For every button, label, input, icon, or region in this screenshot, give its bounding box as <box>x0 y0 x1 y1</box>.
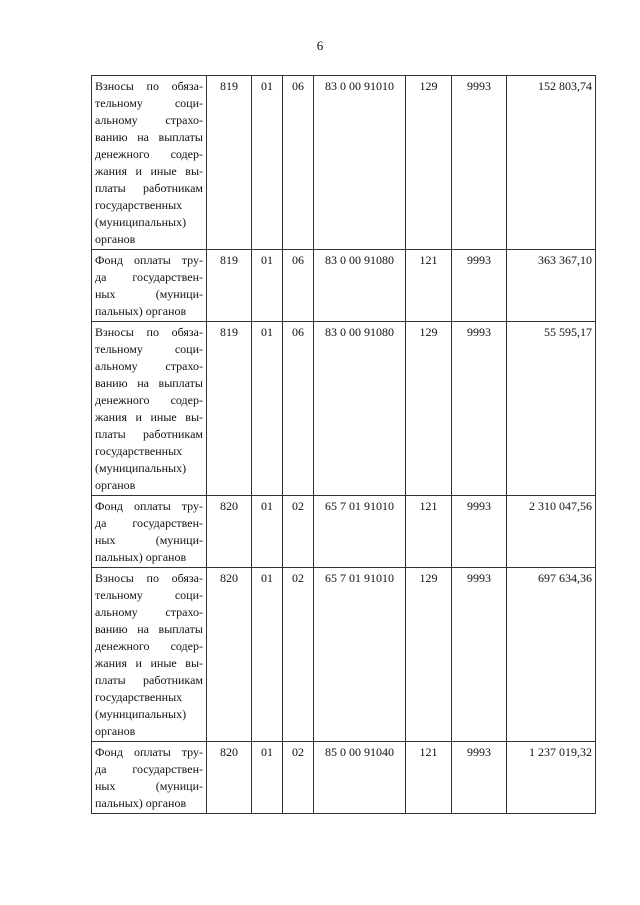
expense-name-line: (муниципальных) <box>95 707 187 721</box>
expense-name-line: жания и иные вы- <box>95 410 203 424</box>
expense-name-line: платы работникам <box>95 427 203 441</box>
expense-name-cell <box>92 322 207 496</box>
expense-name-line: государственных <box>95 444 183 458</box>
section-code-cell: 01 <box>252 76 283 250</box>
expense-name-line: денежного содер- <box>95 639 203 653</box>
expense-name-line: (муниципальных) <box>95 461 187 475</box>
expense-name-line: Взносы по обяза- <box>95 571 203 585</box>
expense-name-line: да государствен- <box>95 762 203 776</box>
expense-name-line: ванию на выплаты <box>95 376 203 390</box>
section-code-cell: 01 <box>252 250 283 322</box>
subsection-code-cell: 06 <box>283 250 314 322</box>
subsection-code-cell: 02 <box>283 496 314 568</box>
expense-name-cell <box>92 568 207 742</box>
expense-name-line: (муниципальных) <box>95 215 187 229</box>
expense-name-line: альному страхо- <box>95 605 203 619</box>
expense-name-line: альному страхо- <box>95 359 203 373</box>
ministry-code-cell: 820 <box>207 496 252 568</box>
expense-type-cell: 121 <box>406 742 452 814</box>
expense-name-line: государственных <box>95 198 183 212</box>
expense-type-cell: 129 <box>406 76 452 250</box>
amount-cell: 2 310 047,56 <box>507 496 596 568</box>
section-code-cell: 01 <box>252 496 283 568</box>
amount-cell: 152 803,74 <box>507 76 596 250</box>
amount-cell: 697 634,36 <box>507 568 596 742</box>
purpose-code-cell: 9993 <box>452 76 507 250</box>
expense-name-line: ванию на выплаты <box>95 622 203 636</box>
amount-cell: 363 367,10 <box>507 250 596 322</box>
target-article-cell: 65 7 01 91010 <box>314 568 406 742</box>
expense-name-line: да государствен- <box>95 516 203 530</box>
table-row <box>92 496 596 568</box>
expense-name-line: тельному соци- <box>95 342 203 356</box>
expense-name-line: ных (муници- <box>95 287 203 301</box>
ministry-code-cell: 819 <box>207 322 252 496</box>
section-code-cell: 01 <box>252 742 283 814</box>
expense-name-line: Взносы по обяза- <box>95 79 203 93</box>
amount-cell: 55 595,17 <box>507 322 596 496</box>
expense-name-line: тельному соци- <box>95 96 203 110</box>
expense-name-line: жания и иные вы- <box>95 164 203 178</box>
target-article-cell: 85 0 00 91040 <box>314 742 406 814</box>
expense-type-cell: 121 <box>406 250 452 322</box>
ministry-code-cell: 819 <box>207 76 252 250</box>
expense-name-cell <box>92 496 207 568</box>
expense-name-line: ных (муници- <box>95 533 203 547</box>
ministry-code-cell: 820 <box>207 742 252 814</box>
expense-name-line: органов <box>95 724 136 738</box>
expense-name-line: органов <box>95 478 136 492</box>
target-article-cell: 65 7 01 91010 <box>314 496 406 568</box>
expense-name-line: Фонд оплаты тру- <box>95 499 203 513</box>
target-article-cell: 83 0 00 91080 <box>314 322 406 496</box>
expense-type-cell: 129 <box>406 568 452 742</box>
section-code-cell: 01 <box>252 568 283 742</box>
table-row <box>92 250 596 322</box>
expense-name-line: пальных) органов <box>95 796 187 810</box>
table-row <box>92 322 596 496</box>
expense-type-cell: 129 <box>406 322 452 496</box>
purpose-code-cell: 9993 <box>452 742 507 814</box>
expense-name-line: денежного содер- <box>95 393 203 407</box>
section-code-cell: 01 <box>252 322 283 496</box>
expense-name-line: тельному соци- <box>95 588 203 602</box>
budget-table <box>91 75 596 814</box>
subsection-code-cell: 06 <box>283 322 314 496</box>
table-row <box>92 742 596 814</box>
amount-cell: 1 237 019,32 <box>507 742 596 814</box>
expense-name-line: платы работникам <box>95 181 203 195</box>
target-article-cell: 83 0 00 91080 <box>314 250 406 322</box>
expense-name-line: ванию на выплаты <box>95 130 203 144</box>
expense-name-line: ных (муници- <box>95 779 203 793</box>
expense-name-line: денежного содер- <box>95 147 203 161</box>
expense-name-cell <box>92 250 207 322</box>
purpose-code-cell: 9993 <box>452 496 507 568</box>
purpose-code-cell: 9993 <box>452 322 507 496</box>
budget-table-body <box>92 76 596 814</box>
expense-name-line: Фонд оплаты тру- <box>95 253 203 267</box>
expense-name-line: жания и иные вы- <box>95 656 203 670</box>
expense-type-cell: 121 <box>406 496 452 568</box>
subsection-code-cell: 02 <box>283 568 314 742</box>
expense-name-line: пальных) органов <box>95 304 187 318</box>
expense-name-cell <box>92 742 207 814</box>
table-row <box>92 568 596 742</box>
expense-name-line: альному страхо- <box>95 113 203 127</box>
ministry-code-cell: 820 <box>207 568 252 742</box>
subsection-code-cell: 02 <box>283 742 314 814</box>
expense-name-line: платы работникам <box>95 673 203 687</box>
table-row <box>92 76 596 250</box>
purpose-code-cell: 9993 <box>452 250 507 322</box>
purpose-code-cell: 9993 <box>452 568 507 742</box>
subsection-code-cell: 06 <box>283 76 314 250</box>
ministry-code-cell: 819 <box>207 250 252 322</box>
page-number: 6 <box>316 38 324 53</box>
expense-name-cell <box>92 76 207 250</box>
expense-name-line: да государствен- <box>95 270 203 284</box>
expense-name-line: Фонд оплаты тру- <box>95 745 203 759</box>
expense-name-line: органов <box>95 232 136 246</box>
expense-name-line: пальных) органов <box>95 550 187 564</box>
target-article-cell: 83 0 00 91010 <box>314 76 406 250</box>
expense-name-line: государственных <box>95 690 183 704</box>
expense-name-line: Взносы по обяза- <box>95 325 203 339</box>
